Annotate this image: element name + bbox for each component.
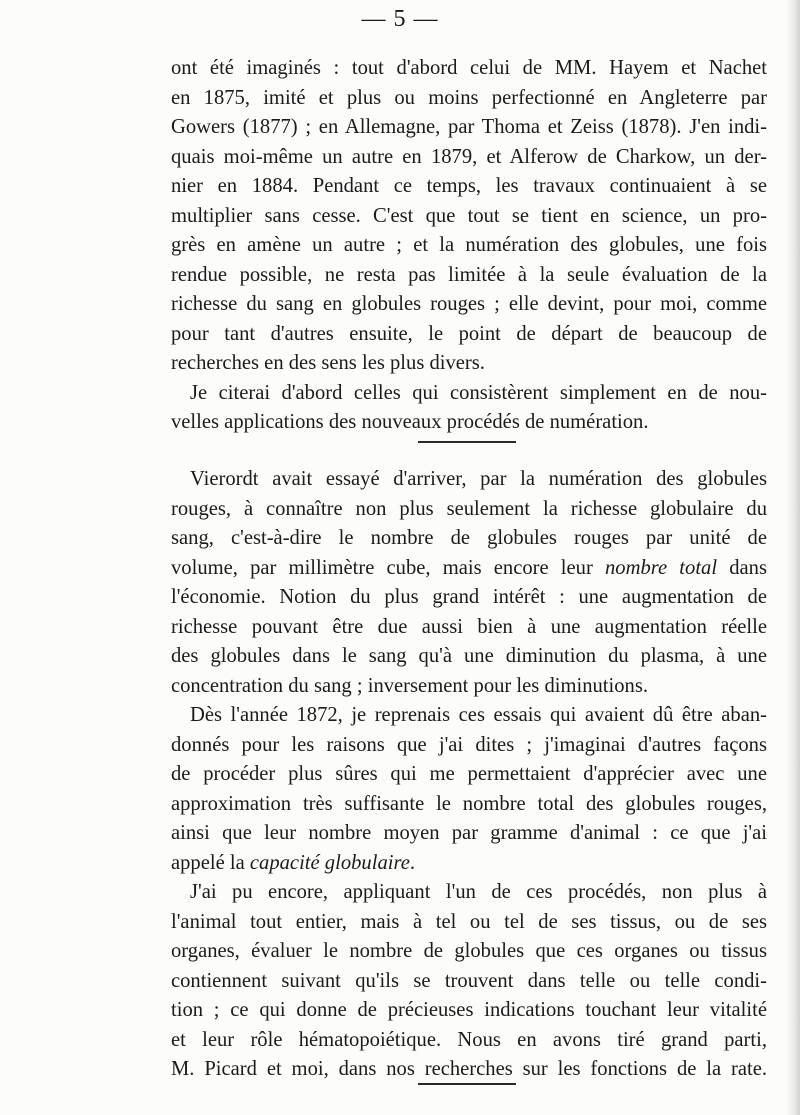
text-line: approximation très suffisante le nombre total des globules rouges, — [171, 792, 767, 815]
text-span: dans — [717, 556, 767, 579]
text-line: Gowers (1877) ; en Allemagne, par Thoma et Zeiss (1878). J'en indi- — [171, 116, 767, 138]
text-line: nier en 1884. Pendant ce temps, les travaux continuaient à se — [171, 175, 767, 197]
text-span: volume, par millimètre cube, mais encore leur — [171, 556, 605, 579]
text-line: de procéder plus sûres qui me permettaient d'apprécier avec une — [171, 763, 767, 785]
text-line: richesse pouvant être due aussi bien à une augmentation réelle — [171, 615, 767, 638]
text-line: organes, évaluer le nombre de globules que ces organes ou tissus — [171, 940, 767, 962]
text-line: Vierordt avait essayé d'arriver, par la numération des globules — [190, 468, 767, 490]
text-line: ainsi que leur nombre moyen par gramme d'animal : ce que j'ai — [171, 822, 767, 844]
text-line: multiplier sans cesse. C'est que tout se tient en science, un pro- — [171, 204, 767, 227]
emphasis-capacite-globulaire: capacité globulaire — [249, 851, 410, 874]
text-line: velles applications des nouveaux procédés de numération. — [171, 411, 649, 433]
text-line: M. Picard et moi, dans nos recherches sur les fonctions de la rate. — [171, 1058, 767, 1080]
text-line — [171, 554, 767, 584]
text-line: tion ; ce qui donne de précieuses indications touchant leur vitalité — [171, 999, 767, 1021]
text-line: rouges, à connaître non plus seulement la richesse globulaire du — [171, 497, 767, 520]
text-line: donnés pour les raisons que j'ai dites ; j'imaginai d'autres façons — [171, 733, 767, 756]
text-line: l'économie. Notion du plus grand intérêt : une augmentation de — [171, 586, 767, 608]
text-line: contiennent suivant qu'ils se trouvent dans telle ou telle condi- — [171, 969, 767, 992]
page-number: — 5 — — [361, 6, 439, 32]
text-line: rendue possible, ne resta pas limitée à la seule évaluation de la — [171, 263, 767, 286]
text-line: en 1875, imité et plus ou moins perfectionné en Angleterre par — [171, 86, 767, 109]
text-line: Dès l'année 1872, je reprenais ces essais qui avaient dû être aban- — [190, 704, 767, 726]
text-line: Je citerai d'abord celles qui consistèrent simplement en de nou- — [190, 381, 767, 404]
bottom-divider — [418, 1083, 516, 1085]
text-span: appelé la — [171, 851, 250, 874]
text-line: richesse du sang en globules rouges ; elle devint, pour moi, comme — [171, 293, 767, 315]
text-line: ont été imaginés : tout d'abord celui de MM. Hayem et Nachet — [171, 57, 767, 79]
text-line: pour tant d'autres ensuite, le point de départ de beaucoup de — [171, 322, 767, 345]
text-line: quais moi-même un autre en 1879, et Alferow de Charkow, un der- — [171, 145, 767, 168]
text-line: des globules dans le sang qu'à une diminution du plasma, à une — [171, 645, 767, 667]
text-line: grès en amène un autre ; et la numération des globules, une fois — [171, 234, 767, 256]
emphasis-nombre-total: nombre total — [604, 556, 718, 579]
text-line: et leur rôle hématopoiétique. Nous en avons tiré grand parti, — [171, 1028, 767, 1051]
text-line: recherches en des sens les plus divers. — [171, 352, 485, 374]
text-line: sang, c'est-à-dire le nombre de globules rouges par unité de — [171, 527, 767, 549]
text-span: . — [409, 851, 416, 874]
text-line: l'animal tout entier, mais à tel ou tel de ses tissus, ou de ses — [171, 910, 767, 933]
section-divider — [418, 441, 516, 443]
text-line: concentration du sang ; inversement pour les diminutions. — [171, 674, 648, 697]
page-edge-shadow — [786, 0, 800, 1115]
text-line — [171, 849, 767, 879]
paragraph-block-2 — [171, 465, 767, 1085]
paragraph-block-1 — [171, 54, 767, 438]
text-line: J'ai pu encore, appliquant l'un de ces procédés, non plus à — [190, 881, 767, 903]
